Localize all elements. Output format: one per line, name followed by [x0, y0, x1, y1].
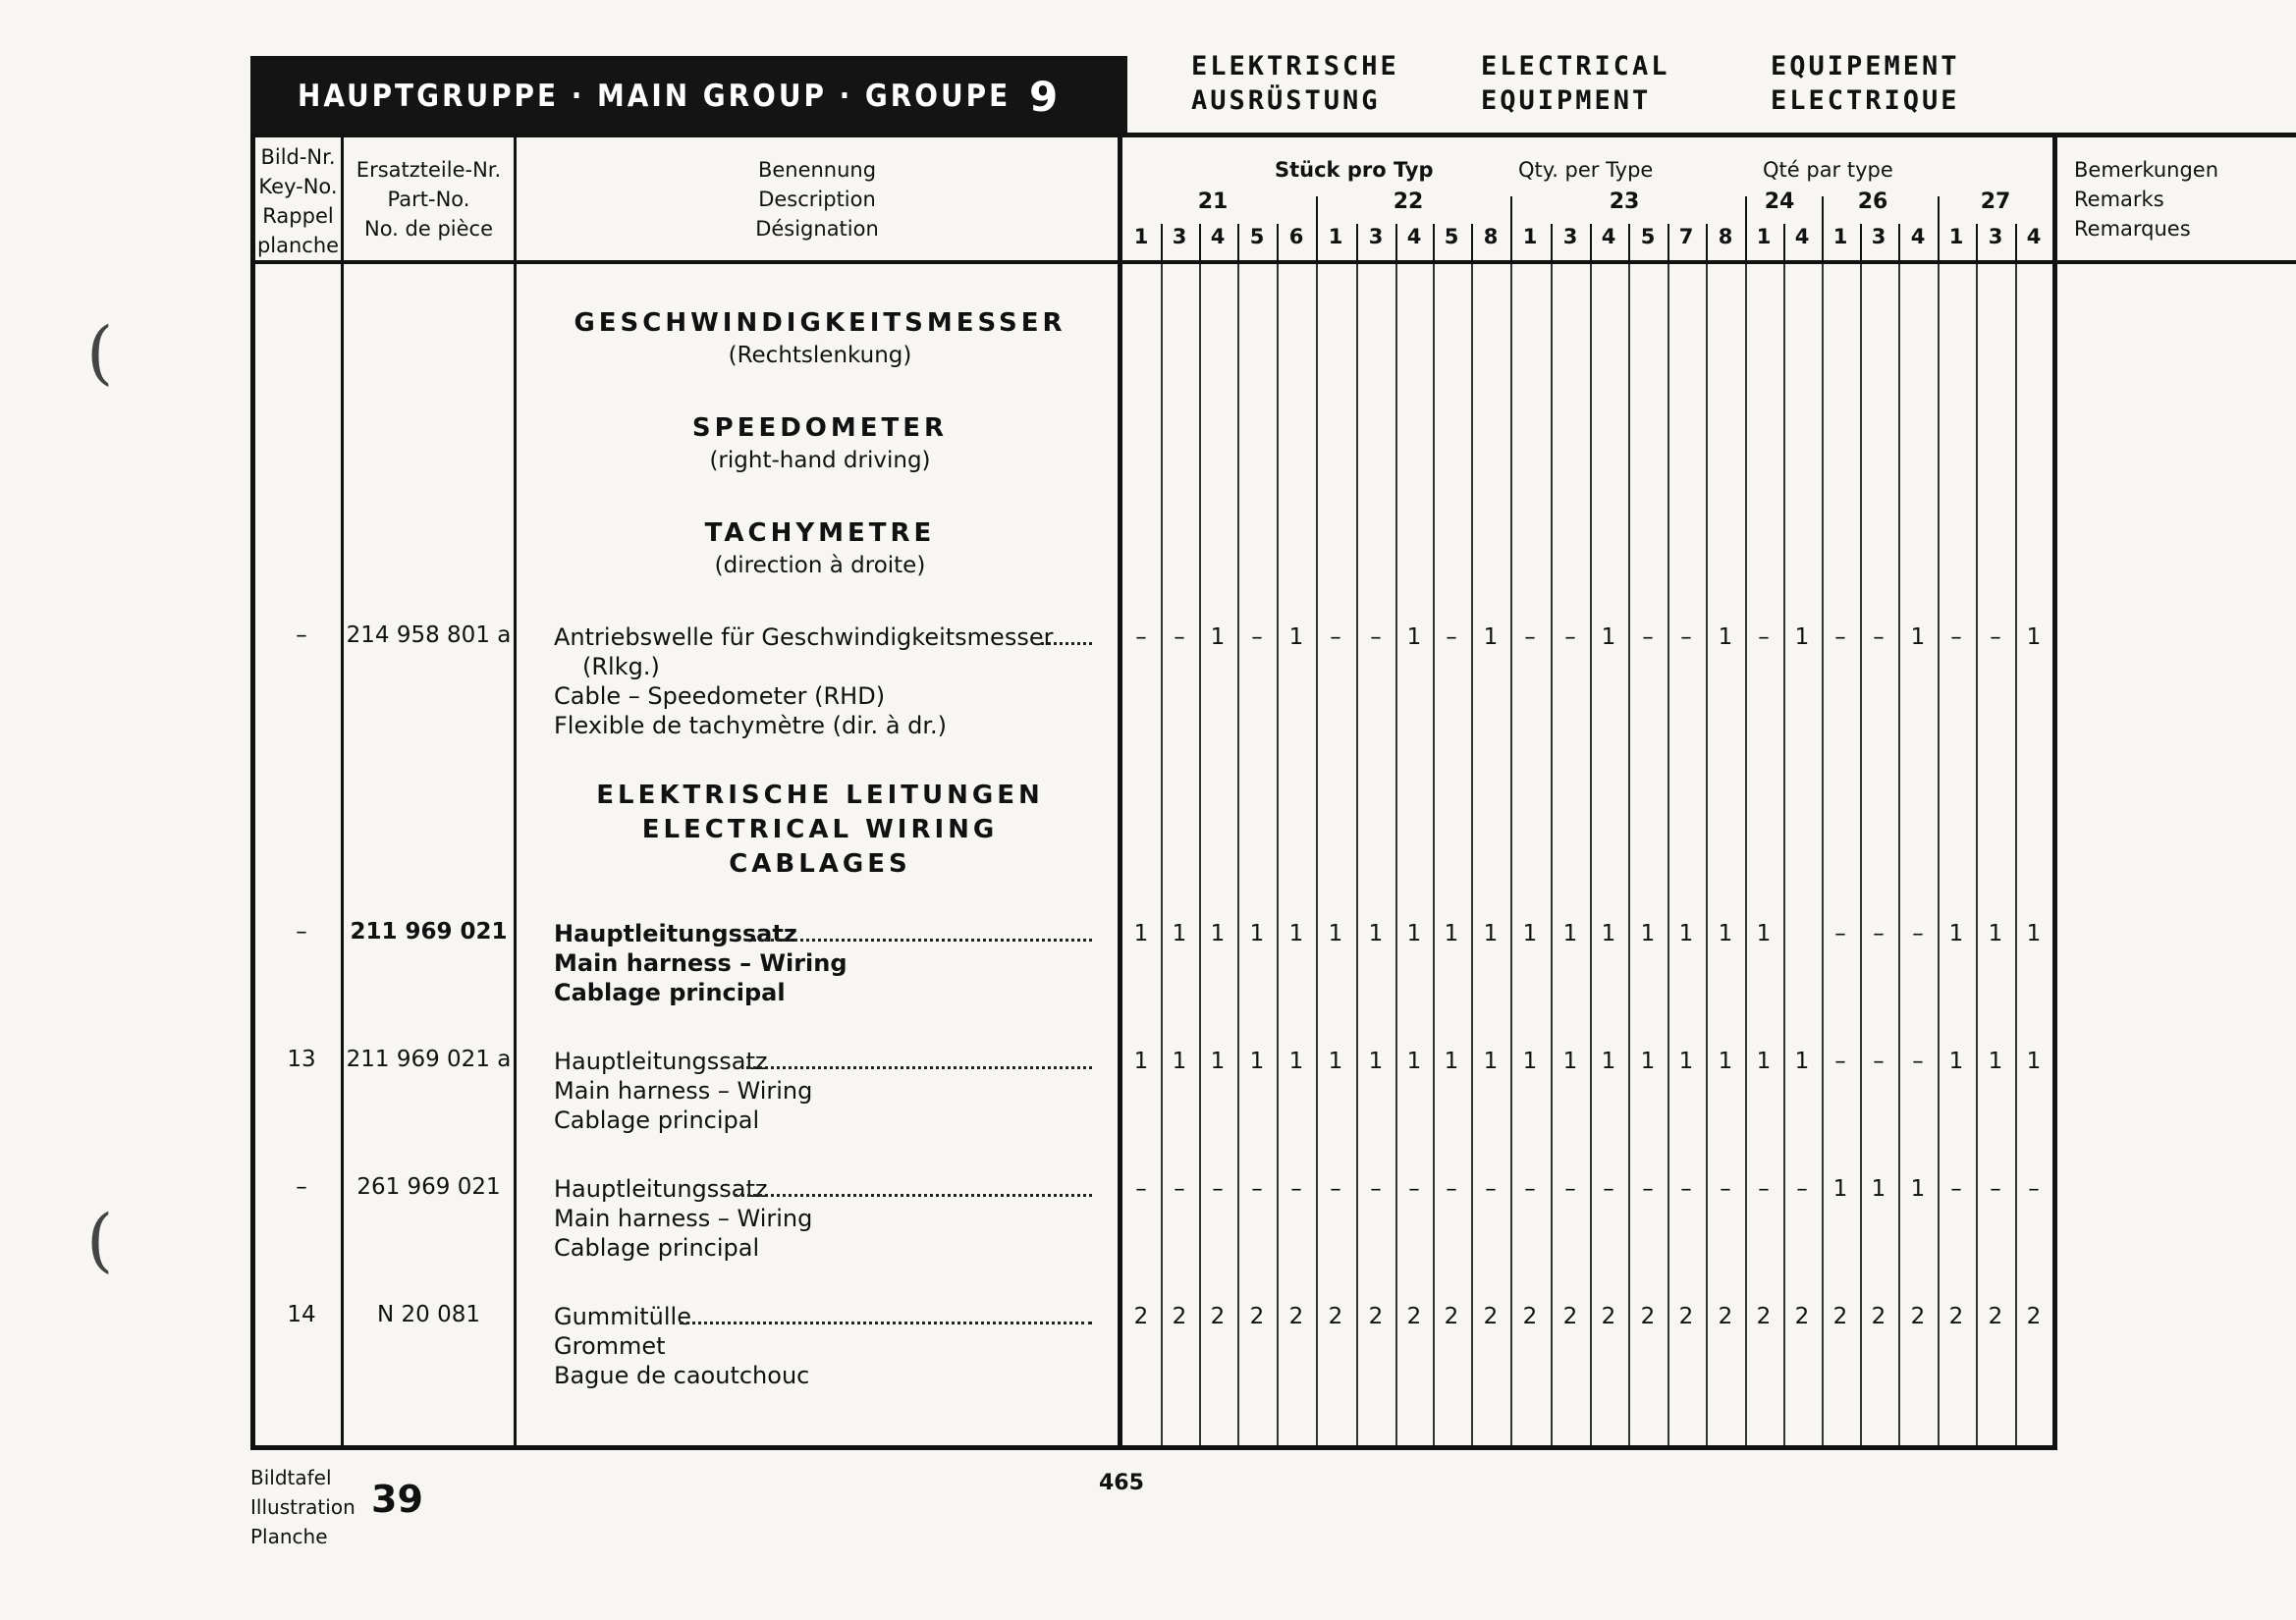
main-group-title: HAUPTGRUPPE · MAIN GROUP · GROUPE: [298, 79, 1011, 114]
quantity-cell: 1: [1328, 1049, 1343, 1074]
sub-column-16: 1: [1756, 225, 1772, 248]
quantity-column-rule: [1356, 264, 1358, 1445]
section-title-speedometer-en: SPEEDOMETER: [691, 413, 949, 443]
row-key-no: –: [296, 622, 307, 648]
dot-leader: [735, 1184, 1092, 1197]
sub-column-divider: [1976, 224, 1978, 261]
dot-leader: [1041, 632, 1092, 645]
sub-column-divider: [1783, 224, 1785, 261]
type-group-27: 27: [1980, 189, 2011, 214]
quantity-cell: 1: [1562, 921, 1578, 946]
quantity-cell: 1: [1288, 624, 1304, 650]
quantity-cell: 1: [1522, 1049, 1538, 1074]
illustration-label-fr: Planche: [250, 1525, 328, 1548]
quantity-cell: –: [1135, 1176, 1147, 1202]
quantity-column-rule: [1161, 264, 1163, 1445]
quantity-cell: 1: [1406, 1049, 1422, 1074]
punch-hole-mark: (: [86, 312, 114, 393]
quantity-cell: 2: [1988, 1304, 2003, 1329]
sub-column-0: 1: [1133, 225, 1149, 248]
quantity-column-rule: [1237, 264, 1239, 1445]
sub-column-11: 3: [1562, 225, 1578, 248]
quantity-cell: 1: [1910, 624, 1926, 650]
row-part-no: 211 969 021: [350, 919, 508, 945]
sub-column-12: 4: [1601, 225, 1616, 248]
sub-column-divider: [1433, 224, 1435, 261]
quantity-cell: –: [1446, 624, 1457, 650]
section-title-speedometer-fr: TACHYMETRE: [704, 518, 936, 548]
quantity-cell: 2: [1562, 1304, 1578, 1329]
description-header-de: Benennung: [757, 158, 877, 182]
quantity-cell: 2: [1172, 1304, 1187, 1329]
category-french-line2: ELECTRIQUE: [1771, 85, 1960, 116]
quantity-cell: 1: [1444, 1049, 1459, 1074]
quantity-cell: –: [1290, 1176, 1302, 1202]
quantity-cell: –: [1990, 624, 2001, 650]
quantity-cell: –: [1330, 624, 1341, 650]
quantity-cell: 2: [1948, 1304, 1964, 1329]
sub-column-divider: [1510, 196, 1512, 261]
sub-column-divider: [1551, 224, 1553, 261]
illustration-label-de: Bildtafel: [250, 1466, 332, 1489]
quantity-cell: –: [1603, 1176, 1614, 1202]
sub-column-divider: [1395, 224, 1397, 261]
quantity-cell: –: [1912, 1049, 1924, 1074]
quantity-cell: –: [1873, 624, 1885, 650]
remarks-header-en: Remarks: [2074, 188, 2164, 211]
col-divider-part: [514, 135, 517, 1450]
row-part-no: 211 969 021 a: [346, 1047, 512, 1072]
quantity-cell: 1: [1483, 1049, 1499, 1074]
quantity-cell: –: [1524, 1176, 1536, 1202]
quantity-cell: 1: [1133, 921, 1149, 946]
quantity-cell: 1: [1249, 921, 1265, 946]
quantity-column-rule: [1745, 264, 1747, 1445]
sub-column-22: 3: [1988, 225, 2003, 248]
type-group-23: 23: [1609, 189, 1640, 214]
quantity-cell: 2: [1640, 1304, 1656, 1329]
quantity-cell: 1: [1988, 1049, 2003, 1074]
table-top-rule: [250, 133, 2296, 137]
quantity-cell: 2: [1444, 1304, 1459, 1329]
quantity-cell: –: [1873, 1049, 1885, 1074]
description-header-fr: Désignation: [755, 217, 879, 241]
quantity-cell: 1: [1678, 1049, 1694, 1074]
type-group-22: 22: [1393, 189, 1424, 214]
quantity-cell: –: [1174, 624, 1185, 650]
sub-column-divider: [2015, 224, 2017, 261]
illustration-number: 39: [371, 1478, 423, 1521]
dot-leader: [746, 1056, 1092, 1069]
sub-column-8: 5: [1444, 225, 1459, 248]
quantity-cell: 1: [1718, 921, 1733, 946]
quantity-cell: –: [1950, 1176, 1962, 1202]
sub-column-9: 8: [1483, 225, 1499, 248]
table-left-rule: [250, 133, 255, 1450]
quantity-cell: –: [1950, 624, 1962, 650]
quantity-cell: –: [1135, 624, 1147, 650]
sub-column-19: 3: [1871, 225, 1886, 248]
quantity-cell: –: [1370, 624, 1382, 650]
quantity-cell: –: [1212, 1176, 1224, 1202]
quantity-cell: 2: [1871, 1304, 1886, 1329]
row-description-line: Grommet: [554, 1332, 666, 1360]
description-header: [517, 155, 1118, 243]
key-no-header-fr2: planche: [256, 234, 340, 257]
type-group-24: 24: [1764, 189, 1795, 214]
quantity-cell: 1: [1562, 1049, 1578, 1074]
quantity-cell: 1: [1948, 1049, 1964, 1074]
quantity-cell: 2: [1601, 1304, 1616, 1329]
sub-column-divider: [1667, 224, 1669, 261]
row-description-line: Hauptleitungssatz: [554, 1048, 768, 1075]
quantity-cell: –: [1834, 1049, 1846, 1074]
quantity-cell: 1: [1288, 921, 1304, 946]
quantity-cell: 1: [1210, 624, 1226, 650]
quantity-cell: –: [1834, 624, 1846, 650]
qty-header-de: Stück pro Typ: [1275, 158, 1434, 182]
quantity-cell: 1: [1210, 921, 1226, 946]
type-group-26: 26: [1857, 189, 1888, 214]
key-no-header: [255, 142, 341, 260]
quantity-cell: –: [1564, 624, 1576, 650]
quantity-cell: 1: [1832, 1176, 1848, 1202]
dot-leader: [746, 929, 1092, 942]
quantity-cell: 1: [1794, 624, 1810, 650]
sub-column-divider: [1938, 196, 1940, 261]
part-no-header-en: Part-No.: [387, 188, 470, 211]
category-english: [1481, 49, 1670, 118]
quantity-cell: 1: [2026, 921, 2042, 946]
row-part-no: N 20 081: [377, 1302, 480, 1327]
quantity-cell: 1: [1444, 921, 1459, 946]
quantity-cell: 1: [1522, 921, 1538, 946]
quantity-cell: 1: [2026, 1049, 2042, 1074]
quantity-cell: –: [1758, 1176, 1770, 1202]
quantity-cell: 1: [1249, 1049, 1265, 1074]
quantity-column-rule: [1860, 264, 1862, 1445]
quantity-cell: 2: [1328, 1304, 1343, 1329]
sub-column-divider: [1161, 224, 1163, 261]
quantity-cell: 1: [1328, 921, 1343, 946]
quantity-cell: 2: [1133, 1304, 1149, 1329]
sub-column-17: 4: [1794, 225, 1810, 248]
quantity-cell: 1: [2026, 624, 2042, 650]
row-description-line: Hauptleitungssatz: [554, 920, 797, 947]
sub-column-3: 5: [1249, 225, 1265, 248]
quantity-cell: –: [1408, 1176, 1420, 1202]
quantity-cell: 1: [1368, 921, 1384, 946]
quantity-cell: –: [1912, 921, 1924, 946]
sub-column-13: 5: [1640, 225, 1656, 248]
sub-column-divider: [1471, 224, 1473, 261]
quantity-cell: –: [1524, 624, 1536, 650]
sub-column-14: 7: [1678, 225, 1694, 248]
quantity-cell: –: [1564, 1176, 1576, 1202]
row-description-line: Hauptleitungssatz: [554, 1175, 768, 1203]
sub-column-4: 6: [1288, 225, 1304, 248]
sub-column-divider: [1356, 224, 1358, 261]
dot-leader: [680, 1312, 1092, 1324]
quantity-column-rule: [1783, 264, 1785, 1445]
quantity-cell: 1: [1640, 921, 1656, 946]
part-no-header: [344, 155, 514, 243]
category-english-line2: EQUIPMENT: [1481, 85, 1652, 116]
quantity-column-rule: [1590, 264, 1592, 1445]
key-no-header-fr1: Rappel: [262, 204, 334, 228]
quantity-cell: 1: [1640, 1049, 1656, 1074]
row-key-no: 14: [287, 1302, 316, 1327]
quantity-cell: 1: [1483, 921, 1499, 946]
table-bottom-rule: [250, 1445, 2057, 1450]
quantity-column-rule: [1471, 264, 1473, 1445]
quantity-cell: 1: [1910, 1176, 1926, 1202]
quantity-cell: 1: [1133, 1049, 1149, 1074]
key-no-header-en: Key-No.: [258, 175, 338, 198]
quantity-cell: –: [1485, 1176, 1497, 1202]
quantity-column-rule: [1316, 264, 1318, 1445]
quantity-cell: –: [1796, 1176, 1808, 1202]
quantity-cell: –: [1834, 921, 1846, 946]
quantity-cell: –: [1873, 921, 1885, 946]
sub-column-18: 1: [1832, 225, 1848, 248]
illustration-label-en: Illustration: [250, 1495, 355, 1519]
sub-column-divider: [1590, 224, 1592, 261]
punch-hole-mark: (: [86, 1200, 114, 1280]
sub-column-10: 1: [1522, 225, 1538, 248]
row-description-line: Bague de caoutchouc: [554, 1362, 810, 1389]
quantity-column-rule: [1898, 264, 1900, 1445]
quantity-cell: –: [2028, 1176, 2040, 1202]
quantity-cell: 1: [1601, 921, 1616, 946]
quantity-cell: –: [1990, 1176, 2001, 1202]
quantity-cell: 1: [1948, 921, 1964, 946]
row-part-no: 261 969 021: [356, 1174, 501, 1200]
section-sub-speedometer-en: (right-hand driving): [709, 448, 931, 473]
header-bottom-rule: [250, 260, 2296, 264]
quantity-cell: 1: [1601, 624, 1616, 650]
sub-column-15: 8: [1718, 225, 1733, 248]
row-description-line: Flexible de tachymètre (dir. à dr.): [554, 712, 948, 739]
quantity-cell: –: [1680, 624, 1692, 650]
main-group-number: 9: [1029, 73, 1059, 121]
description-header-en: Description: [758, 188, 876, 211]
quantity-column-rule: [1938, 264, 1940, 1445]
quantity-cell: 2: [1249, 1304, 1265, 1329]
sub-column-divider: [1199, 224, 1201, 261]
sub-column-divider: [1277, 224, 1279, 261]
quantity-column-rule: [1706, 264, 1708, 1445]
quantity-column-rule: [1510, 264, 1512, 1445]
quantity-cell: 2: [1210, 1304, 1226, 1329]
row-description-line: Gummitülle: [554, 1303, 691, 1330]
sub-column-divider: [1237, 224, 1239, 261]
quantity-cell: –: [1680, 1176, 1692, 1202]
quantity-cell: 1: [1988, 921, 2003, 946]
sub-column-divider: [1860, 224, 1862, 261]
category-english-line1: ELECTRICAL: [1481, 51, 1670, 81]
sub-column-divider: [1316, 196, 1318, 261]
quantity-cell: 1: [1718, 1049, 1733, 1074]
quantity-cell: –: [1720, 1176, 1731, 1202]
row-description-line: Cable – Speedometer (RHD): [554, 682, 886, 710]
sub-column-divider: [1898, 224, 1900, 261]
category-german-line2: AUSRÜSTUNG: [1191, 85, 1381, 116]
sub-column-2: 4: [1210, 225, 1226, 248]
quantity-cell: –: [1174, 1176, 1185, 1202]
part-no-header-de: Ersatzteile-Nr.: [355, 158, 502, 182]
row-description-line: Cablage principal: [554, 1107, 760, 1134]
sub-column-divider: [1745, 196, 1747, 261]
quantity-cell: 1: [1406, 921, 1422, 946]
quantity-cell: 1: [1172, 921, 1187, 946]
quantity-cell: 1: [1678, 921, 1694, 946]
quantity-cell: 2: [1794, 1304, 1810, 1329]
quantity-column-rule: [1433, 264, 1435, 1445]
quantity-cell: 2: [1910, 1304, 1926, 1329]
sub-column-20: 4: [1910, 225, 1926, 248]
quantity-column-rule: [1551, 264, 1553, 1445]
quantity-column-rule: [1395, 264, 1397, 1445]
quantity-column-rule: [1822, 264, 1824, 1445]
quantity-cell: –: [1642, 624, 1654, 650]
quantity-cell: –: [1251, 1176, 1263, 1202]
quantity-cell: 1: [1406, 624, 1422, 650]
row-description-line: Cablage principal: [554, 1234, 760, 1262]
section-sub-speedometer-fr: (direction à droite): [714, 553, 926, 578]
quantity-column-rule: [1628, 264, 1630, 1445]
part-no-header-fr: No. de pièce: [363, 217, 493, 241]
illustration-label: [250, 1463, 355, 1551]
section-title-wiring-de: ELEKTRISCHE LEITUNGEN: [596, 781, 1044, 810]
section-title-speedometer-de: GESCHWINDIGKEITSMESSER: [574, 308, 1066, 338]
row-key-no: 13: [287, 1047, 316, 1072]
quantity-cell: 2: [1718, 1304, 1733, 1329]
row-key-no: –: [296, 1174, 307, 1200]
quantity-column-rule: [1667, 264, 1669, 1445]
category-french: [1771, 49, 1960, 118]
quantity-cell: 1: [1172, 1049, 1187, 1074]
qty-header-en: Qty. per Type: [1518, 158, 1654, 182]
quantity-cell: 2: [1832, 1304, 1848, 1329]
quantity-cell: 1: [1794, 1049, 1810, 1074]
quantity-cell: 2: [1522, 1304, 1538, 1329]
section-sub-speedometer-de: (Rechtslenkung): [728, 343, 912, 368]
quantity-cell: 1: [1718, 624, 1733, 650]
quantity-cell: 2: [1288, 1304, 1304, 1329]
quantity-cell: –: [1251, 624, 1263, 650]
section-title-wiring-fr: CABLAGES: [729, 849, 911, 879]
remarks-header-fr: Remarques: [2074, 217, 2191, 241]
quantity-cell: 1: [1871, 1176, 1886, 1202]
sub-column-5: 1: [1328, 225, 1343, 248]
row-key-no: –: [296, 919, 307, 945]
sub-column-7: 4: [1406, 225, 1422, 248]
row-description-line: Main harness – Wiring: [554, 1077, 813, 1105]
col-divider-remarks: [2052, 135, 2057, 1450]
sub-column-1: 3: [1172, 225, 1187, 248]
type-group-21: 21: [1197, 189, 1229, 214]
remarks-header-de: Bemerkungen: [2074, 158, 2219, 182]
quantity-cell: –: [1446, 1176, 1457, 1202]
quantity-column-rule: [1277, 264, 1279, 1445]
category-german: [1191, 49, 1399, 118]
quantity-column-rule: [1199, 264, 1201, 1445]
row-part-no: 214 958 801 a: [346, 622, 512, 648]
quantity-cell: 2: [1368, 1304, 1384, 1329]
row-description-line: Main harness – Wiring: [554, 1205, 813, 1232]
quantity-cell: –: [1370, 1176, 1382, 1202]
quantity-cell: –: [1642, 1176, 1654, 1202]
quantity-cell: 2: [1483, 1304, 1499, 1329]
sub-column-divider: [1628, 224, 1630, 261]
sub-column-21: 1: [1948, 225, 1964, 248]
quantity-cell: 2: [2026, 1304, 2042, 1329]
quantity-cell: 1: [1601, 1049, 1616, 1074]
category-french-line1: EQUIPEMENT: [1771, 51, 1960, 81]
col-divider-key: [341, 135, 344, 1450]
quantity-cell: 1: [1288, 1049, 1304, 1074]
sub-column-6: 3: [1368, 225, 1384, 248]
quantity-column-rule: [1976, 264, 1978, 1445]
quantity-cell: –: [1330, 1176, 1341, 1202]
row-description-line: Antriebswelle für Geschwindigkeitsmesser: [554, 623, 1054, 651]
quantity-cell: 1: [1368, 1049, 1384, 1074]
quantity-cell: –: [1758, 624, 1770, 650]
qty-header-fr: Qté par type: [1763, 158, 1893, 182]
quantity-cell: 1: [1210, 1049, 1226, 1074]
row-description-line: Cablage principal: [554, 979, 786, 1006]
quantity-cell: 1: [1756, 921, 1772, 946]
sub-column-divider: [1822, 196, 1824, 261]
row-description-line: Main harness – Wiring: [554, 949, 847, 977]
quantity-cell: 1: [1483, 624, 1499, 650]
quantity-cell: 1: [1756, 1049, 1772, 1074]
quantity-column-rule: [2015, 264, 2017, 1445]
section-title-wiring-en: ELECTRICAL WIRING: [641, 815, 999, 844]
row-description-line: (Rlkg.): [582, 653, 660, 680]
quantity-cell: 2: [1406, 1304, 1422, 1329]
key-no-header-de: Bild-Nr.: [260, 145, 336, 169]
sub-column-divider: [1706, 224, 1708, 261]
quantity-cell: 2: [1678, 1304, 1694, 1329]
page-number: 465: [1099, 1471, 1144, 1495]
quantity-cell: 2: [1756, 1304, 1772, 1329]
sub-column-23: 4: [2026, 225, 2042, 248]
remarks-header: [2074, 155, 2218, 243]
category-german-line1: ELEKTRISCHE: [1191, 51, 1399, 81]
